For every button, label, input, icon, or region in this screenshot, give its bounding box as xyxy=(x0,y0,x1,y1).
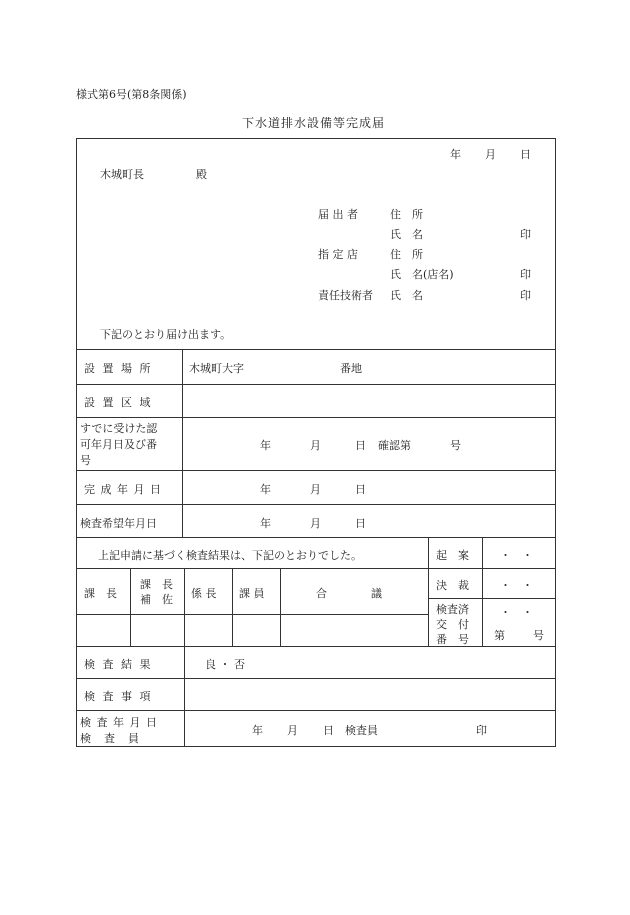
inspector-text: 検査員 xyxy=(345,724,378,737)
kessai-label: 決 裁 xyxy=(436,579,469,592)
inspection-request-month: 月 xyxy=(310,517,321,530)
header-year: 年 xyxy=(450,148,461,161)
kian-label: 起 案 xyxy=(436,549,469,562)
banchi: 番地 xyxy=(340,362,362,375)
completion-year: 年 xyxy=(260,483,271,496)
completion-month: 月 xyxy=(310,483,321,496)
store-seal: 印 xyxy=(520,268,531,281)
store-label: 指 定 店 xyxy=(318,248,358,261)
kacho-label: 課 長 xyxy=(84,587,117,600)
engineer-seal: 印 xyxy=(520,289,531,302)
store-name-label: 氏 名(店名) xyxy=(390,268,454,281)
engineer-name-label: 氏 名 xyxy=(390,289,423,302)
kakaricho-label: 係 長 xyxy=(191,587,217,600)
header-day: 日 xyxy=(520,148,531,161)
result-statement: 上記申請に基づく検査結果は、下記のとおりでした。 xyxy=(98,549,362,562)
inspection-date-label: 検 査 年 月 日 xyxy=(80,716,158,729)
aigi-label: 合 議 xyxy=(316,587,382,600)
applicant-name-label: 氏 名 xyxy=(390,228,423,241)
inspection-day: 日 xyxy=(323,724,334,737)
header-month: 月 xyxy=(485,148,496,161)
location-label: 設 置 場 所 xyxy=(84,362,153,375)
page-title: 下水道排水設備等完成届 xyxy=(242,116,386,130)
inspector-seal: 印 xyxy=(476,724,487,737)
confirm-number-go: 号 xyxy=(450,439,461,452)
approval-label-line1: すでに受けた認 xyxy=(80,422,158,435)
applicant-address-label: 住 所 xyxy=(390,208,423,221)
completion-day: 日 xyxy=(355,483,366,496)
approval-day: 日 xyxy=(355,439,366,452)
inspection-year: 年 xyxy=(252,724,263,737)
engineer-label: 責任技術者 xyxy=(318,289,373,302)
honorific: 殿 xyxy=(196,168,207,181)
inspector-label: 検 査 員 xyxy=(80,732,140,745)
header-box xyxy=(76,138,556,350)
approval-label-line3: 号 xyxy=(80,454,91,467)
kacho-hosa-line1: 課 長 xyxy=(140,578,173,591)
store-address-label: 住 所 xyxy=(390,248,423,261)
issued-dots: ・ ・ xyxy=(500,606,533,619)
kian-dots: ・ ・ xyxy=(500,549,533,562)
issued-label-line2: 交 付 xyxy=(436,618,469,631)
location-value: 木城町大字 xyxy=(189,362,244,375)
issued-go: 号 xyxy=(533,629,544,642)
approval-label-line2: 可年月日及び番 xyxy=(80,438,157,451)
confirm-number-label: 確認第 xyxy=(378,439,411,452)
addressee: 木城町長 xyxy=(100,168,144,181)
issued-label-line1: 検査済 xyxy=(436,603,469,616)
area-label: 設 置 区 域 xyxy=(84,396,153,409)
form-number: 様式第6号(第8条関係) xyxy=(76,88,187,101)
inspection-items-label: 検 査 事 項 xyxy=(84,690,153,703)
kacho-hosa-line2: 補 佐 xyxy=(140,593,173,606)
inspection-request-label: 検査希望年月日 xyxy=(80,517,157,530)
applicant-label: 届 出 者 xyxy=(318,208,358,221)
inspection-result-label: 検 査 結 果 xyxy=(84,658,153,671)
approval-month: 月 xyxy=(310,439,321,452)
kessai-dots: ・ ・ xyxy=(500,579,533,592)
inspection-request-year: 年 xyxy=(260,517,271,530)
inspection-request-day: 日 xyxy=(355,517,366,530)
issued-dai: 第 xyxy=(494,629,505,642)
approval-year: 年 xyxy=(260,439,271,452)
applicant-seal: 印 xyxy=(520,228,531,241)
inspection-result-value: 良 ・ 否 xyxy=(205,658,245,671)
notice-text: 下記のとおり届け出ます。 xyxy=(100,328,232,341)
kain-label: 課 員 xyxy=(239,587,265,600)
issued-label-line3: 番 号 xyxy=(436,633,469,646)
completion-date-label: 完 成 年 月 日 xyxy=(84,483,162,496)
inspection-month: 月 xyxy=(287,724,298,737)
